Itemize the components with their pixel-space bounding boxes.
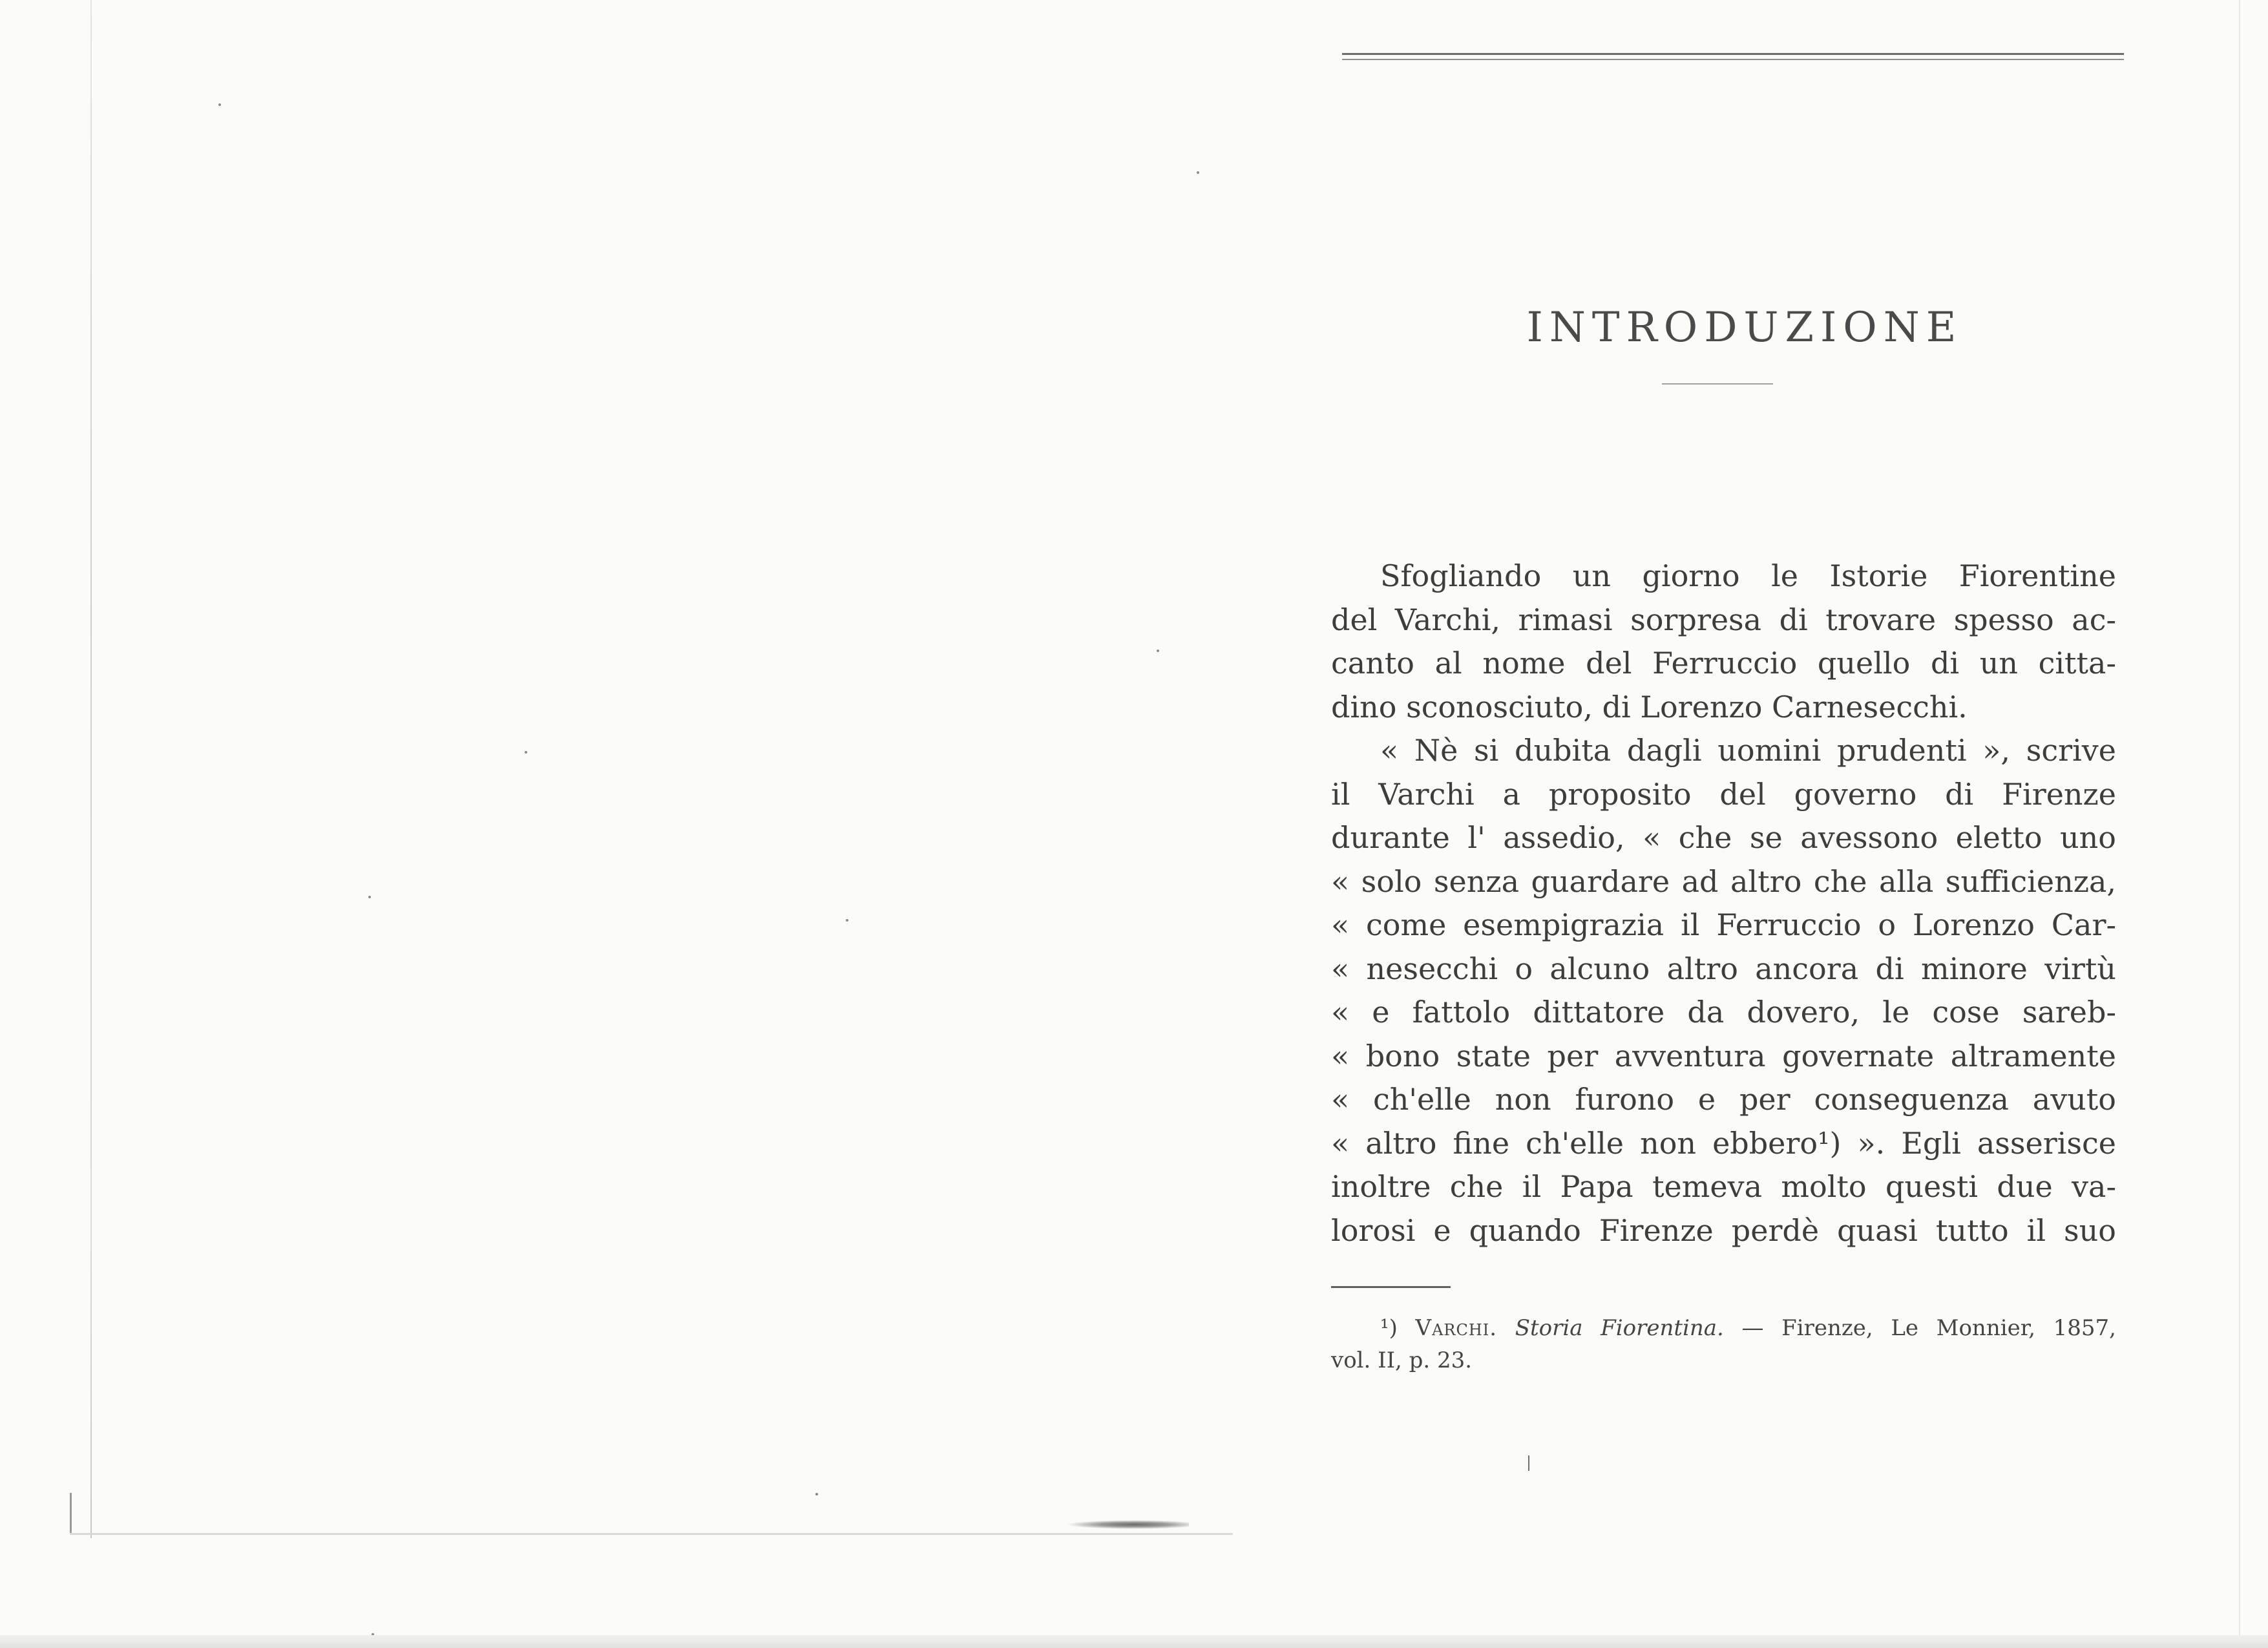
text-line: Sfogliando un giorno le Istorie Fiorentine [1380, 558, 2116, 593]
text-line: « come esempigrazia il Ferruccio o Lorenzo Car- [1331, 907, 2116, 942]
text-line: « nesecchi o alcuno altro ancora di minore virtù [1331, 951, 2116, 986]
page-corner-mark [70, 1493, 72, 1533]
footnote-line-2: vol. II, p. 23. [1331, 1347, 1473, 1373]
page-mark [1528, 1455, 1529, 1471]
text-line: dino sconosciuto, di Lorenzo Carnesecchi. [1331, 689, 1968, 724]
text-line: canto al nome del Ferruccio quello di un citta- [1331, 646, 2116, 681]
paragraph-2 [1331, 729, 2116, 1252]
heading-rule [1662, 383, 1773, 385]
right-page-edge [2239, 0, 2240, 1648]
top-double-rule [1342, 53, 2124, 62]
text-line: « altro fine ch'elle non ebbero¹) ». Egli asserisce [1331, 1125, 2116, 1161]
body-text [1331, 555, 2116, 1252]
text-line: durante l' assedio, « che se avessono eletto uno [1331, 820, 2116, 855]
dust-speck [525, 751, 527, 754]
footnote-author: Varchi. [1415, 1315, 1498, 1341]
dust-speck [218, 103, 221, 106]
footnote [1331, 1312, 2116, 1377]
footnote-publisher: — Firenze, Le Monnier, 1857, [1741, 1315, 2116, 1341]
text-line: inoltre che il Papa temeva molto questi due va- [1331, 1169, 2116, 1204]
dust-speck [368, 896, 371, 898]
text-line: il Varchi a proposito del governo di Firenze [1331, 776, 2116, 812]
page-bottom-edge [70, 1533, 1233, 1535]
text-line: « Nè si dubita dagli uomini prudenti », scrive [1380, 733, 2116, 768]
dust-speck [846, 919, 848, 922]
paragraph-1 [1331, 555, 2116, 729]
text-line: del Varchi, rimasi sorpresa di trovare spesso ac- [1331, 602, 2116, 637]
binding-gutter-mark [1066, 1520, 1189, 1529]
dust-speck [815, 1493, 818, 1495]
text-line: « e fattolo dittatore da dovero, le cose sareb- [1331, 995, 2116, 1030]
text-line: « ch'elle non furono e per conseguenza avuto [1331, 1082, 2116, 1117]
text-line: « bono state per avventura governate altramente [1331, 1038, 2116, 1073]
text-page [1321, 0, 2116, 1648]
page-edge-shadow [90, 0, 92, 1538]
footnote-line-1 [1331, 1312, 2116, 1344]
dust-speck [1197, 171, 1199, 174]
text-line: « solo senza guardare ad altro che alla sufficienza, [1331, 863, 2116, 899]
footnote-separator [1331, 1286, 1451, 1288]
text-line: lorosi e quando Firenze perdè quasi tutto il suo [1331, 1212, 2116, 1248]
chapter-heading: INTRODUZIONE [1526, 304, 1963, 352]
dust-speck [1157, 650, 1159, 652]
footnote-marker: ¹) [1380, 1315, 1398, 1341]
footnote-title: Storia Fiorentina. [1515, 1315, 1724, 1341]
